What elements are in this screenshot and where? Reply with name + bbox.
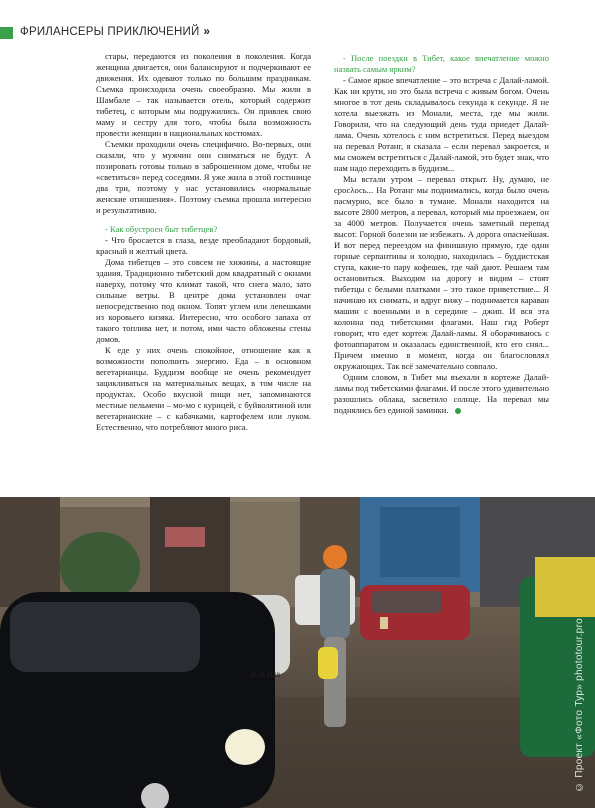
license-plate: JK 01 1188 [250,673,280,679]
body-paragraph: Дома тибетцев – это совсем не хижины, а настоящие здания. Традиционно тибетский дом квадратный с окнами наверху, потому что климат такой, что снега мало, зато сильные ветры. В центре дома установлен очаг непосредственно под окном. Топят углем или лепешками из коровьего кизяка. Интересно, что особого запаха от такого топлива нет, и потом, ими часто обложены стены домов. [96,257,311,344]
paragraph-spacer [96,216,311,222]
running-header [0,22,595,42]
section-title [20,26,210,38]
end-of-article-icon [455,408,461,414]
body-paragraph: Мы встали утром – перевал открыт. Ну, думаю, не сросλось... На Ротанг мы поднимались, когда было очень пасмурно, все было в тумане. Монали находится на высоте 2800 метров, а перевал, который мы проезжаем, он за 4000 метров. Получается очень заметный перепад высот. Горной болезни не избежать. А дорога опаснейшая. И вот перед переездом на финишную прямую, где одни горные серпантины и холодно, находилась – буддистская ступа, какие-то пару кофешек, где чай дают. Решаем там остановиться. Выходим на дорогу и видим – стоят тибетцы с белыми платками – это такое приветствие... Я начинаю их снимать, и вдруг вижу – поднимается караван машин с военными и в середине – джип. И вся эта колонна под тибетскими флагами. Наш гид Роберт говорит, что едет кортеж Далай-ламы. Я оборачиваюсь с фотоаппаратом и оказалась единственной, кто его снял... Причем именно в момент, когда он благословлял окружающих. Так всё замечательно совпало. [334,174,549,371]
body-paragraph: Съемки проходили очень специфично. Во-первых, они сказали, что у мужчин они сниматься не будут. А позировать готовы только в заброшенном доме, чтобы не «светиться» перед соседями. Я уже жила в этой гостинице два три, поэтому у нас установились «нормальные женские отношения». Поэтому съемка прошла интересно и результативно. [96,139,311,215]
section-marker [0,27,13,39]
street-photo [0,497,595,808]
body-paragraph: - Что бросается в глаза, везде преобладают бордовый, красный и желтый цвета. [96,235,311,256]
interview-question: - Как обустроен быт тибетцев? [105,224,218,234]
body-paragraph: - Самое яркое впечатление – это встреча с Далай-ламой. Как ни крути, но это была встреча с живым богом. Очень многое в тот день складывалось секунда к секунде. Я не хотела выезжать из Монали, места, где мы жили. Говорили, что на следующий день туда приедет Далай-лама. Очень хотелось с ним встретиться. Перед выездом на перевал Ротанг, я сказала – если перевал закроется, и мы сможем встретиться с Далай-ламой, это будет знак, что нам надо переходить в буддизм... [334,75,549,173]
interview-question: - После поездки в Тибет, какое впечатление можно назвать самым ярким? [334,53,549,74]
right-column [334,51,549,416]
photo-illustration [0,497,595,808]
body-paragraph: Одним словом, в Тибет мы въехали в кортеже Далай-ламы под тибетскими флагами. И после этого удивительно разошлись облака, засветило солнце. На перевал мы поднялись без единой заминки. [334,372,549,415]
left-column [96,51,311,433]
photo-credit: © Проект «Фото Тур» phototour.pro [574,618,585,792]
section-title-text: ФРИЛАНСЕРЫ ПРИКЛЮЧЕНИЙ [20,26,200,38]
body-paragraph: К еде у них очень спокойное, отношение как к возможности пополнить энергию. Еда – в основном вегетарианцы. Буддизм вообще не очень рекомендует зацикливаться на материальных вещах, в том числе на продуктах. Особо вкусной пищи нет, запоминаются местные пельмени – мо-мо с курицей, с буйволятиной или вегетарианские – с кабачками, картофелем или луком. Естественно, что потребляют много риса. [96,345,311,432]
body-paragraph: стары, передаются из поколения в поколения. Когда женщина двигается, они балансируют и подчеркивают ее движения. Их одевают только по большим праздникам. Съемка происходила очень своеобразно. Мы жили в Шамбале – так называется отель, который содержит тибетец, с которым мы подружились. Он привлек свою маму и сестру для того, чтобы была возможность провести женщин в национальных костюмах. [96,51,311,138]
chevron-icon: » [203,26,211,38]
